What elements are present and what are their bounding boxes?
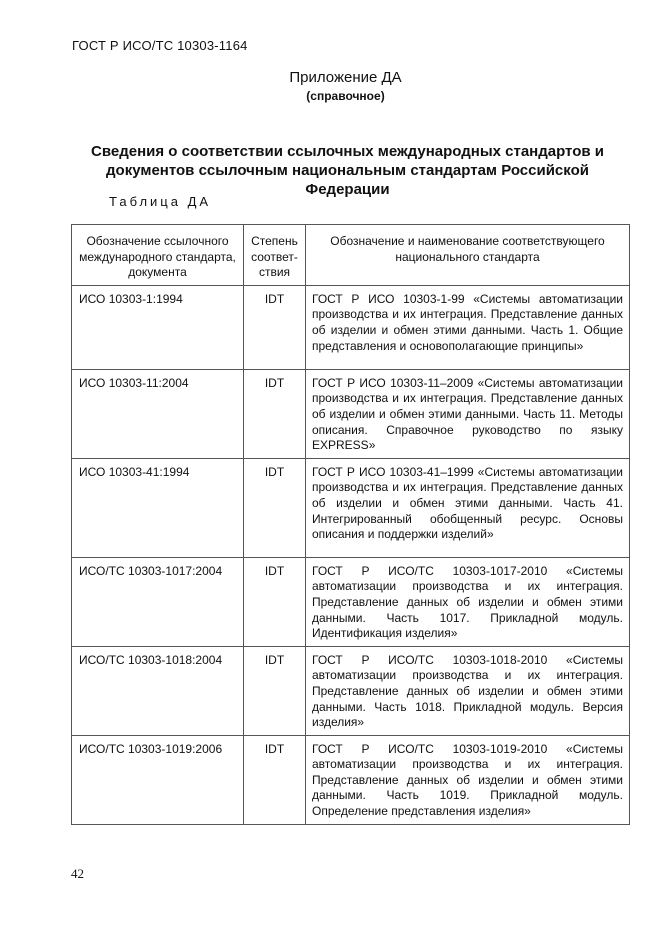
table-row	[72, 369, 630, 458]
cell-reference: ИСО 10303-41:1994	[72, 458, 244, 557]
cell-reference: ИСО 10303-11:2004	[72, 369, 244, 458]
document-code: ГОСТ Р ИСО/ТС 10303-1164	[72, 38, 248, 53]
table-label: Таблица ДА	[109, 194, 212, 209]
appendix-title: Приложение ДА	[289, 69, 402, 86]
table-row	[72, 735, 630, 824]
page-number: 42	[71, 866, 84, 881]
table-row	[72, 285, 630, 369]
cell-national: ГОСТ Р ИСО/ТС 10303-1019-2010 «Системы автоматизации производства и их интеграция. Представление данных об изделии и обмен этими данными. Часть 1019. Прикладной модуль. Определение представления изделия»	[306, 735, 630, 824]
cell-reference: ИСО 10303-1:1994	[72, 285, 244, 369]
cell-degree: IDT	[244, 735, 306, 824]
header-national-standard: Обозначение и наименование соответствующего национального стандарта	[306, 225, 630, 286]
cell-national: ГОСТ Р ИСО 10303-1-99 «Системы автоматизации производства и их интеграция. Представление данных об изделии и обмен этими данными. Часть 1. Общие представления и основополагающие принципы»	[306, 285, 630, 369]
cell-national: ГОСТ Р ИСО 10303-11–2009 «Системы автоматизации производства и их интеграция. Представление данных об изделии и обмен этими данными. Часть 11. Методы описания. Справочное руководство по языку EXPRESS»	[306, 369, 630, 458]
cell-national: ГОСТ Р ИСО/ТС 10303-1018-2010 «Системы автоматизации производства и их интеграция. Представление данных об изделии и обмен этими данными. Часть 1018. Прикладной модуль. Версия изделия»	[306, 646, 630, 735]
header-reference-standard: Обозначение ссылочного международного стандарта, документа	[72, 225, 244, 286]
table-row	[72, 557, 630, 646]
correspondence-table	[71, 224, 630, 825]
cell-national: ГОСТ Р ИСО/ТС 10303-1017-2010 «Системы автоматизации производства и их интеграция. Представление данных об изделии и обмен этими данными. Часть 1017. Прикладной модуль. Идентификация изделия»	[306, 557, 630, 646]
cell-degree: IDT	[244, 557, 306, 646]
appendix-subtitle: (справочное)	[306, 89, 385, 103]
header-degree: Степень соответствия	[244, 225, 306, 286]
cell-reference: ИСО/ТС 10303-1018:2004	[72, 646, 244, 735]
cell-national: ГОСТ Р ИСО 10303-41–1999 «Системы автоматизации производства и их интеграция. Представление данных об изделии и обмен этими данными. Часть 41. Интегрированный обобщенный ресурс. Основы описания и поддержки изделий»	[306, 458, 630, 557]
cell-reference: ИСО/ТС 10303-1019:2006	[72, 735, 244, 824]
cell-degree: IDT	[244, 646, 306, 735]
table-row	[72, 646, 630, 735]
section-heading: Сведения о соответствии ссылочных международных стандартов и документов ссылочным национальным стандартам Российской Федерации	[91, 143, 604, 198]
cell-degree: IDT	[244, 458, 306, 557]
cell-reference: ИСО/ТС 10303-1017:2004	[72, 557, 244, 646]
cell-degree: IDT	[244, 285, 306, 369]
table-header-row	[72, 225, 630, 286]
cell-degree: IDT	[244, 369, 306, 458]
table-row	[72, 458, 630, 557]
